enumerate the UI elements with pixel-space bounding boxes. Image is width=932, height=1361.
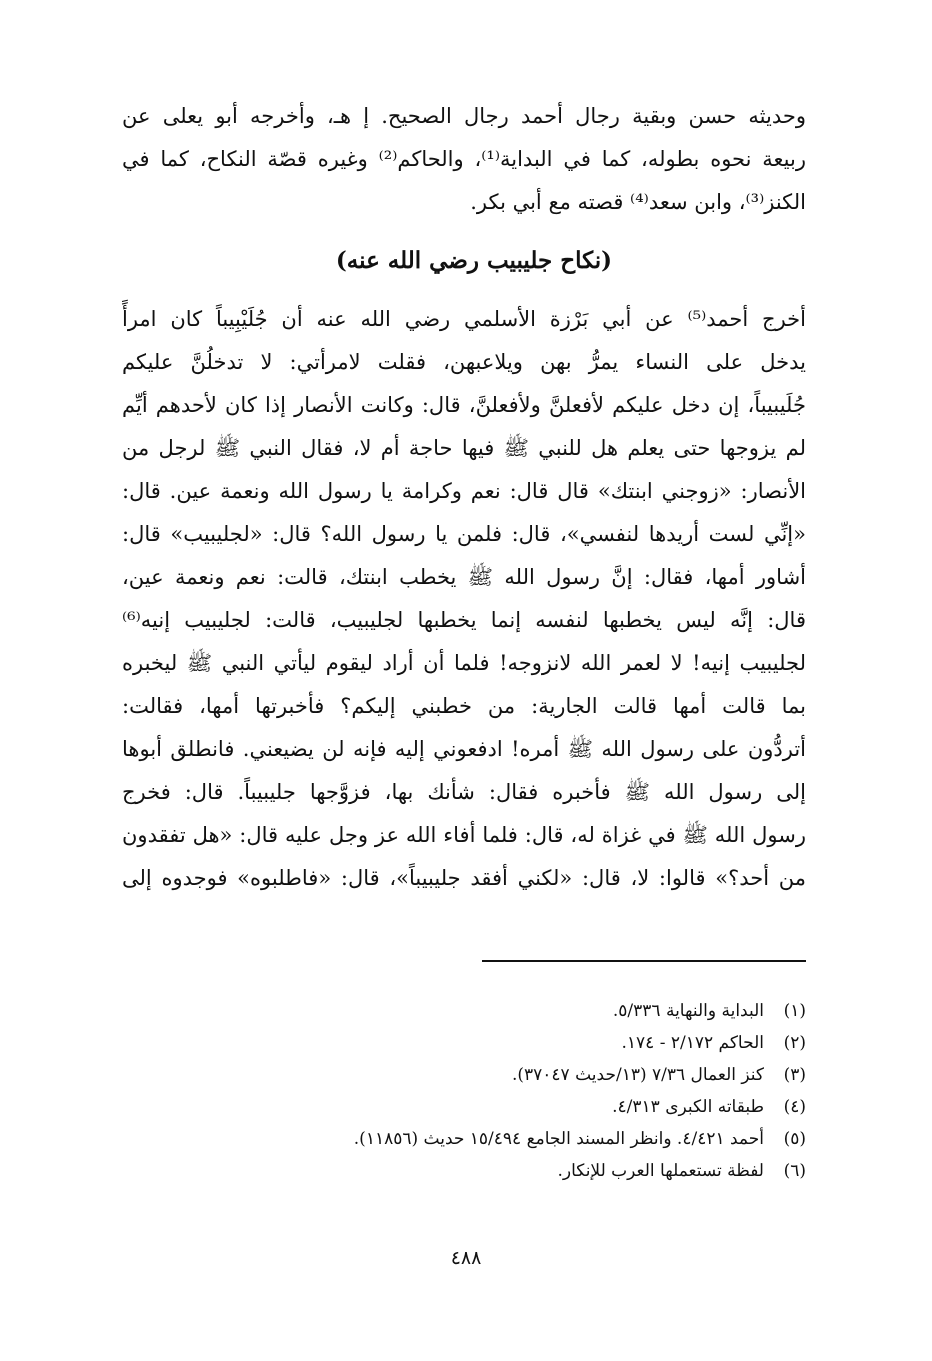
footnote-item bbox=[122, 1027, 806, 1059]
text-line: أتردُّون على رسول الله ﷺ أمره! ادفعوني إليه فإنه لن يضيعني. فانطلق أبوها bbox=[122, 737, 806, 761]
footnote-number: (٢) bbox=[783, 1033, 806, 1053]
text-line: من أحد؟» قالوا: لا، قال: «لكني أفقد جليبيباً»، قال: «فاطلبوه» فوجدوه إلى bbox=[122, 866, 806, 890]
text-line: إلى رسول الله ﷺ فأخبره فقال: شأنك بها، فزوَّجها جليبيباً. قال: فخرج bbox=[122, 780, 806, 804]
footnote-text: لفظة تستعملها العرب للإنكار. bbox=[557, 1161, 764, 1181]
footnote-item bbox=[122, 1155, 806, 1187]
footnote-number: (٣) bbox=[783, 1065, 806, 1085]
footnote-text: الحاكم ٢/١٧٢ - ١٧٤. bbox=[621, 1033, 764, 1053]
text-line: وحديثه حسن وبقية رجال أحمد رجال الصحيح. إ هـ، وأخرجه أبو يعلى عن bbox=[122, 104, 806, 128]
footnote-item bbox=[122, 1091, 806, 1123]
text-line: «إنِّي لست أريدها لنفسي»، قال: فلمن يا رسول الله؟ قال: «لجليبيب» قال: bbox=[122, 522, 806, 546]
text-line: جُلَيبيباً، إن دخل عليكم لأفعلنَّ ولأفعلنَّ، قال: وكانت الأنصار إذا كان لأحدهم أيِّم bbox=[122, 393, 806, 417]
text-line: قال: إنَّه ليس يخطبها لنفسه إنما يخطبها لجليبيب، قالت: لجليبيب إنيه⁽⁶⁾ bbox=[122, 608, 806, 632]
text-line: أخرج أحمد⁽⁵⁾ عن أبي بَرْزة الأسلمي رضي الله عنه أن جُلَيْبِيباً كان امرأً bbox=[122, 307, 806, 331]
footnote-number: (١) bbox=[783, 1001, 806, 1021]
footnote-number: (٤) bbox=[783, 1097, 806, 1117]
text-line: ربيعة نحوه بطوله، كما في البداية⁽¹⁾، والحاكم⁽²⁾ وغيره قصّة النكاح، كما في bbox=[122, 147, 806, 171]
footnote-text: طبقاته الكبرى ٤/٣١٣. bbox=[612, 1097, 764, 1117]
footnote-divider bbox=[482, 960, 806, 962]
text-line: الكنز⁽³⁾، وابن سعد⁽⁴⁾ قصته مع أبي بكر. bbox=[470, 190, 806, 214]
footnote-text: أحمد ٤/٤٢١. وانظر المسند الجامع ١٥/٤٩٤ حديث (١١٨٥٦). bbox=[353, 1129, 764, 1149]
text-line: رسول الله ﷺ في غزاة له، قال: فلما أفاء الله عز وجل عليه قال: «هل تفقدون bbox=[122, 823, 806, 847]
footnote-number: (٦) bbox=[783, 1161, 806, 1181]
page-number: ٤٨٨ bbox=[450, 1247, 482, 1269]
footnotes bbox=[122, 995, 806, 1187]
footnote-number: (٥) bbox=[783, 1129, 806, 1149]
text-line: لجليبيب إنيه! لا لعمر الله لانزوجه! فلما أن أراد ليقوم ليأتي النبي ﷺ ليخبره bbox=[122, 651, 806, 675]
footnote-item bbox=[122, 1123, 806, 1155]
footnote-text: البداية والنهاية ٥/٣٣٦. bbox=[612, 1001, 764, 1021]
text-line: بما قالت أمها قالت الجارية: من خطبني إليكم؟ فأخبرتها أمها، فقالت: bbox=[122, 694, 806, 718]
text-line: يدخل على النساء يمرُّ بهن ويلاعبهن، فقلت لامرأتي: لا تدخلُنَّ عليكم bbox=[122, 350, 806, 374]
footnote-item bbox=[122, 1059, 806, 1091]
footnote-text: كنز العمال ٧/٣٦ (١٣/حديث ٣٧٠٤٧). bbox=[511, 1065, 764, 1085]
text-line: الأنصار: «زوجني ابنتك» قال قال: نعم وكرامة يا رسول الله ونعمة عين. قال: bbox=[122, 479, 806, 503]
text-line: أشاور أمها، فقال: إنَّ رسول الله ﷺ يخطب ابنتك، قالت: نعم ونعمة عين، bbox=[122, 565, 806, 589]
footnote-item bbox=[122, 995, 806, 1027]
text-line: لم يزوجها حتى يعلم هل للنبي ﷺ فيها حاجة أم لا، فقال النبي ﷺ لرجل من bbox=[122, 436, 806, 460]
section-heading: (نكاح جليبيب رضي الله عنه) bbox=[335, 247, 613, 274]
main-text bbox=[122, 95, 806, 900]
